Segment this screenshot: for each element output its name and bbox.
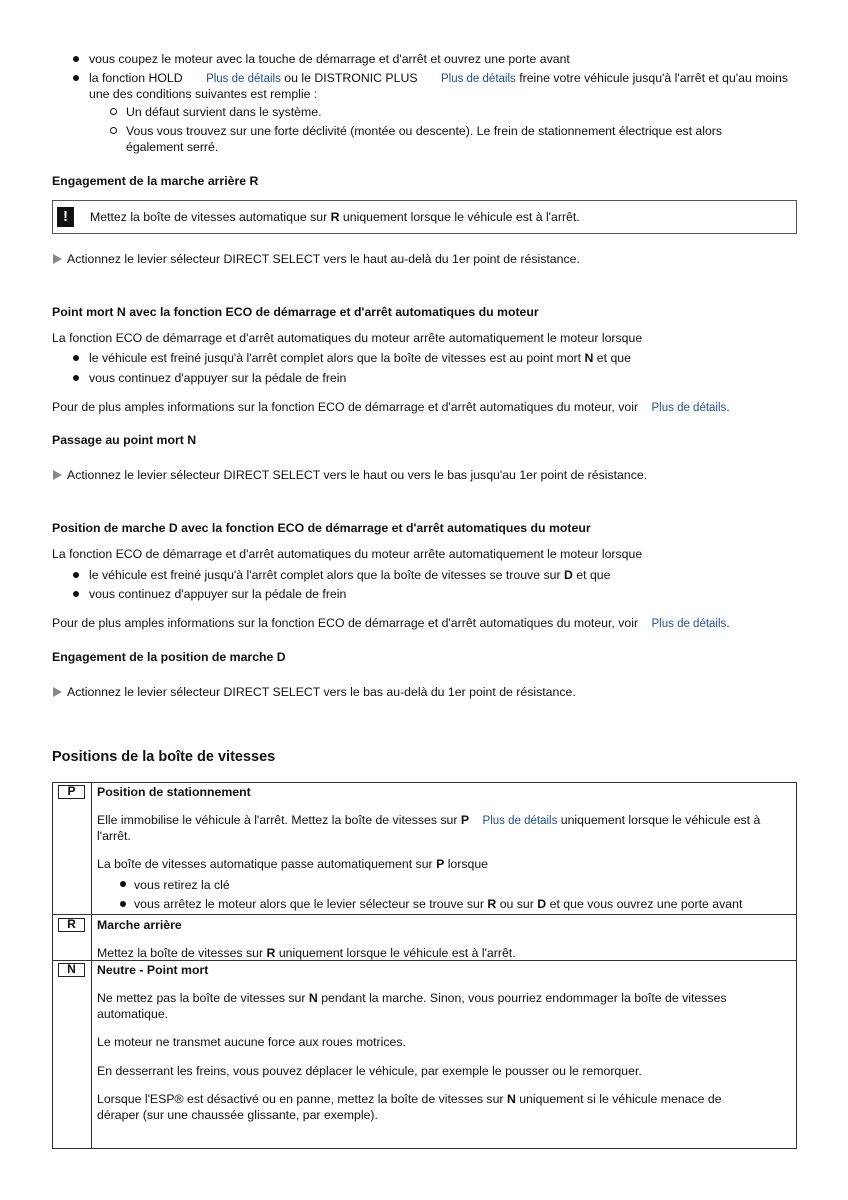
bullet	[120, 901, 126, 907]
list-item	[89, 567, 610, 584]
row-text-part: uniquement si le véhicule menace de	[519, 1092, 722, 1106]
step-text: Actionnez le levier sélecteur DIRECT SELECT vers le bas au-delà du 1er point de résistance.	[67, 685, 576, 699]
list-text: la fonction HOLD	[89, 71, 183, 85]
warning-text-part: uniquement lorsque le véhicule est à l'arrêt.	[342, 210, 580, 224]
row-text-continuation: déraper (sur une chaussée glissante, par exemple).	[97, 1108, 378, 1122]
paragraph-text: Pour de plus amples informations sur la fonction ECO de démarrage et d'arrêt automatiques du moteur, voir	[52, 400, 639, 414]
row-text-continuation: automatique.	[97, 1007, 169, 1021]
bullet	[73, 375, 79, 381]
row-text-part: Ne mettez pas la boîte de vitesses sur	[97, 991, 306, 1005]
gear-letter: R	[266, 946, 276, 960]
row-text-part: Mettez la boîte de vitesses sur	[97, 946, 264, 960]
row-title: Marche arrière	[97, 918, 182, 932]
gear-p-icon: P	[58, 785, 85, 799]
warning-gear: R	[330, 210, 340, 224]
row-title: Position de stationnement	[97, 785, 251, 799]
warning-icon: !	[57, 207, 74, 227]
row-divider	[53, 914, 796, 915]
row-text	[97, 812, 760, 830]
list-item	[89, 350, 631, 367]
details-link[interactable]: Plus de détails	[440, 73, 516, 85]
list-item: vous coupez le moteur avec la touche de démarrage et d'arrêt et ouvrez une porte avant	[89, 52, 570, 66]
gear-r-icon: R	[58, 918, 85, 932]
gear-n-icon: N	[58, 963, 85, 977]
step-text: Actionnez le levier sélecteur DIRECT SELECT vers le haut au-delà du 1er point de résistance.	[67, 252, 580, 266]
warning-text	[90, 209, 580, 226]
list-item: vous retirez la clé	[134, 878, 230, 892]
section-heading: Passage au point mort N	[52, 433, 197, 447]
section-heading: Engagement de la position de marche D	[52, 650, 286, 664]
list-item: vous continuez d'appuyer sur la pédale de frein	[89, 371, 347, 385]
list-text: ou le DISTRONIC PLUS	[284, 71, 418, 85]
section-title: Positions de la boîte de vitesses	[52, 749, 276, 765]
gear-letter: R	[487, 897, 497, 911]
punctuation: .	[726, 616, 730, 630]
row-text-part: lorsque	[447, 857, 489, 871]
details-link[interactable]: Plus de détails	[482, 815, 558, 827]
punctuation: .	[726, 400, 730, 414]
paragraph-text: Pour de plus amples informations sur la fonction ECO de démarrage et d'arrêt automatiques du moteur, voir	[52, 616, 639, 630]
row-text	[97, 990, 727, 1007]
details-link[interactable]: Plus de détails	[651, 618, 727, 630]
gear-letter: D	[537, 897, 547, 911]
gear-letter: N	[308, 991, 318, 1005]
list-item	[89, 70, 788, 88]
details-link[interactable]: Plus de détails	[651, 402, 727, 414]
row-text-part: La boîte de vitesses automatique passe automatiquement sur	[97, 857, 433, 871]
bullet	[73, 355, 79, 361]
list-item	[134, 896, 742, 913]
gear-letter: D	[563, 568, 573, 582]
gear-letter: N	[506, 1092, 516, 1106]
row-text-continuation: l'arrêt.	[97, 829, 131, 843]
row-divider	[53, 960, 796, 961]
step-arrow-icon	[53, 254, 62, 264]
list-item: vous continuez d'appuyer sur la pédale de frein	[89, 587, 347, 601]
list-text: ou sur	[499, 897, 534, 911]
row-text: Le moteur ne transmet aucune force aux roues motrices.	[97, 1035, 406, 1049]
sub-list-item: Un défaut survient dans le système.	[126, 105, 322, 119]
list-item-continuation: une des conditions suivantes est remplie :	[89, 87, 318, 101]
list-text: le véhicule est freiné jusqu'à l'arrêt complet alors que la boîte de vitesses est au point mort	[89, 351, 582, 365]
bullet	[73, 591, 79, 597]
paragraph: La fonction ECO de démarrage et d'arrêt automatiques du moteur arrête automatiquement le moteur lorsque	[52, 331, 643, 345]
list-text: vous arrêtez le moteur alors que le levier sélecteur se trouve sur	[134, 897, 484, 911]
row-text-part: Lorsque l'ESP® est désactivé ou en panne, mettez la boîte de vitesses sur	[97, 1092, 504, 1106]
warning-text-part: Mettez la boîte de vitesses automatique sur	[90, 210, 328, 224]
warning-box	[52, 200, 797, 234]
sub-list-item: Vous vous trouvez sur une forte déclivité (montée ou descente). Le frein de stationnement électrique est alors	[126, 124, 723, 138]
row-text-part: Elle immobilise le véhicule à l'arrêt. Mettez la boîte de vitesses sur	[97, 813, 458, 827]
gear-letter: P	[460, 813, 470, 827]
list-text: et que vous ouvrez une porte avant	[549, 897, 743, 911]
row-text	[97, 1091, 722, 1108]
list-text: et que	[596, 351, 631, 365]
paragraph	[52, 615, 730, 633]
section-heading: Position de marche D avec la fonction ECO de démarrage et d'arrêt automatiques du moteur	[52, 521, 591, 535]
row-text: En desserrant les freins, vous pouvez déplacer le véhicule, par exemple le pousser ou le remorquer.	[97, 1064, 642, 1078]
bullet	[73, 75, 79, 81]
list-text: le véhicule est freiné jusqu'à l'arrêt complet alors que la boîte de vitesses se trouve sur	[89, 568, 561, 582]
step-text: Actionnez le levier sélecteur DIRECT SELECT vers le haut ou vers le bas jusqu'au 1er point de résistance.	[67, 468, 648, 482]
step-arrow-icon	[53, 687, 62, 697]
paragraph	[52, 399, 730, 417]
sub-bullet	[110, 108, 117, 115]
list-text: freine votre véhicule jusqu'à l'arrêt et qu'au moins	[519, 71, 789, 85]
bullet	[120, 881, 126, 887]
details-link[interactable]: Plus de détails	[206, 73, 281, 85]
row-text-part: pendant la marche. Sinon, vous pourriez endommager la boîte de vitesses	[321, 991, 727, 1005]
sub-bullet	[110, 127, 117, 134]
list-text: et que	[576, 568, 611, 582]
gear-positions-table	[52, 782, 797, 1149]
bullet	[73, 572, 79, 578]
row-text-part: uniquement lorsque le véhicule est à	[560, 813, 761, 827]
section-heading: Point mort N avec la fonction ECO de démarrage et d'arrêt automatiques du moteur	[52, 305, 539, 319]
step-arrow-icon	[53, 470, 62, 480]
gear-letter: N	[584, 351, 594, 365]
sub-list-item-continuation: également serré.	[126, 140, 219, 154]
row-title: Neutre - Point mort	[97, 963, 209, 977]
section-heading: Engagement de la marche arrière R	[52, 174, 259, 188]
row-text	[97, 856, 488, 873]
table-divider	[91, 783, 92, 1148]
bullet	[73, 56, 79, 62]
gear-letter: P	[436, 857, 445, 871]
row-text-part: uniquement lorsque le véhicule est à l'arrêt.	[278, 946, 516, 960]
paragraph: La fonction ECO de démarrage et d'arrêt automatiques du moteur arrête automatiquement le moteur lorsque	[52, 547, 643, 561]
